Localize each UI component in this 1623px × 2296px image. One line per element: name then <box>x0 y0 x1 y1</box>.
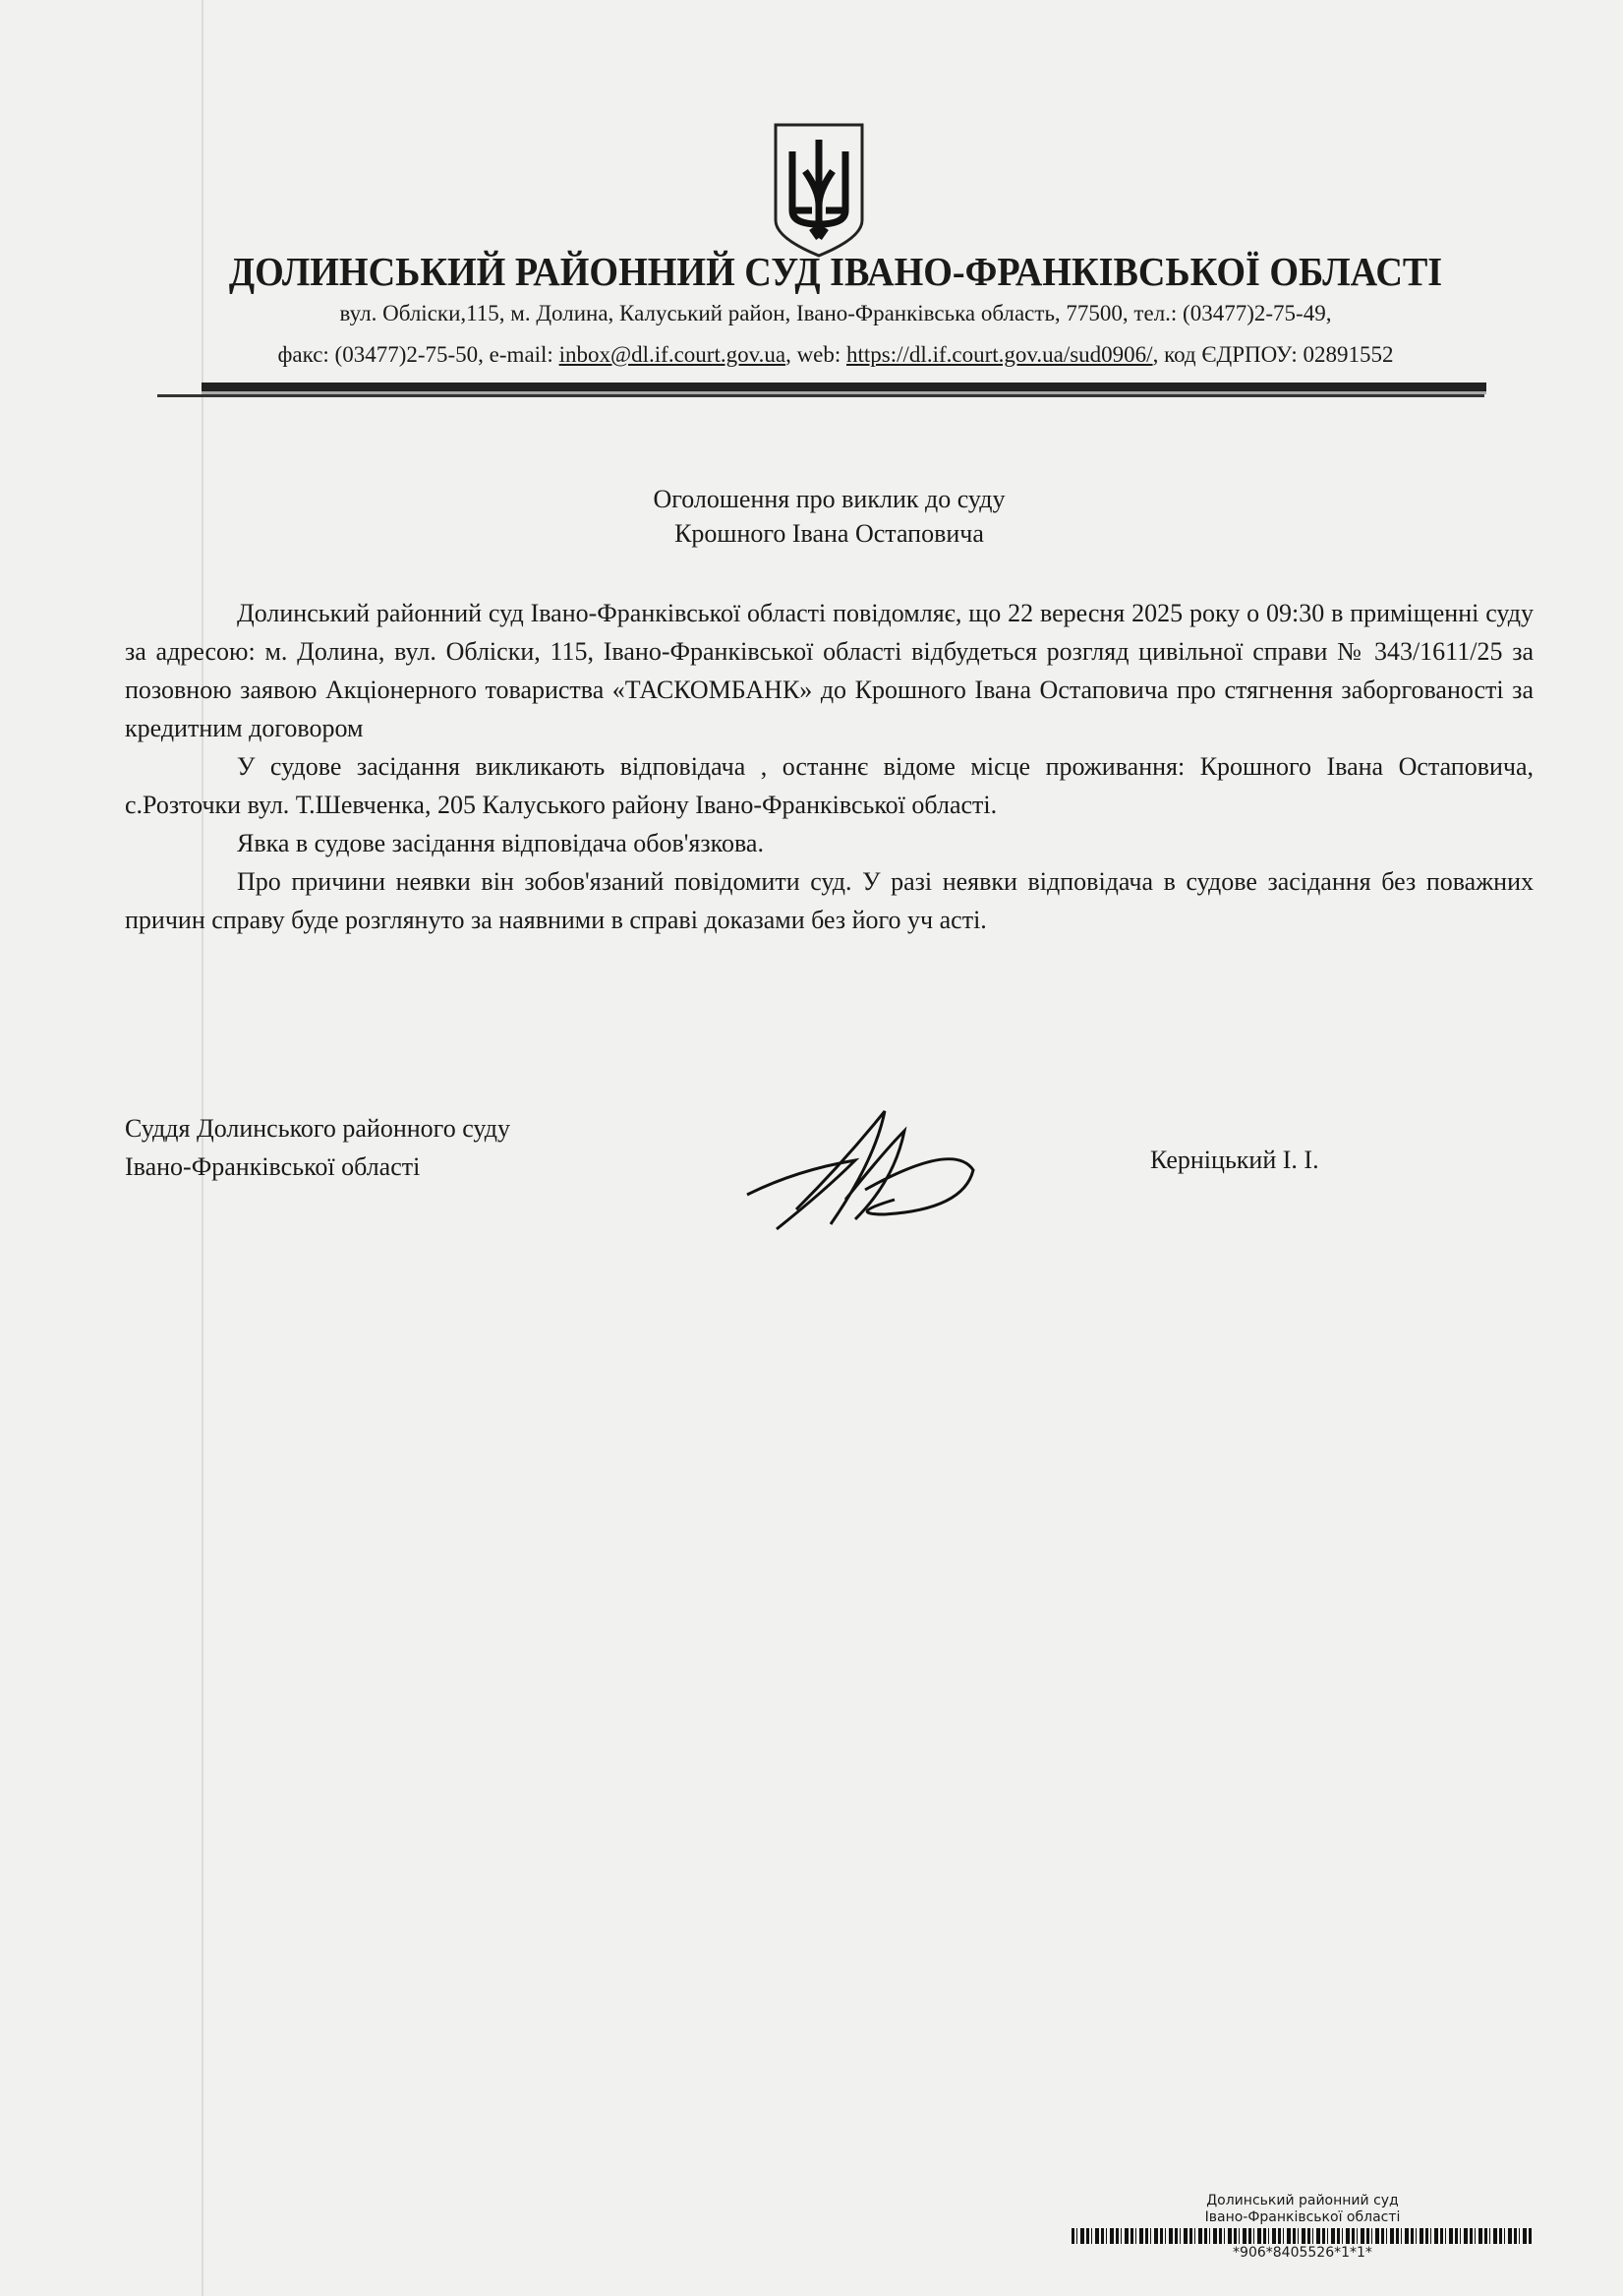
web-label: , web: <box>785 342 847 367</box>
stamp-line: Долинський районний суд <box>1206 2193 1399 2208</box>
court-contacts <box>147 342 1524 368</box>
judge-name: Керніцький І. І. <box>1150 1146 1319 1174</box>
paragraph: Долинський районний суд Івано-Франківської області повідомляє, що 22 вересня 2025 року о 09:30 в приміщенні суду за адресою: м. Долина, вул. Обліски, 115, Івано-Франківської області відбудеться розгляд цивільної справи № 343/1611/25 за позовною заявою Акціонерного товариства «ТАСКОМБАНК» до Крошного Івана Остаповича про стягнення заборгованості за кредитним договором <box>125 599 1534 742</box>
judge-position <box>125 1109 510 1186</box>
position-line: Івано-Франківської області <box>125 1152 421 1181</box>
fax-label: факс: (03477)2-75-50, e-mail: <box>277 342 559 367</box>
edrpou-code: , код ЄДРПОУ: 02891552 <box>1152 342 1394 367</box>
paragraph: У судове засідання викликають відповідача , останнє відоме місце проживання: Крошного Івана Остаповича, с.Розточки вул. Т.Шевченка, 205 Калуського району Івано-Франківської області. <box>125 752 1534 819</box>
court-address: вул. Обліски,115, м. Долина, Калуський район, Івано-Франківська область, 77500, тел.: (03477)2-75-49, <box>339 301 1332 325</box>
notice-body <box>125 594 1534 939</box>
header-rule-thin <box>157 394 1484 397</box>
position-line: Суддя Долинського районного суду <box>125 1114 510 1143</box>
header-rule <box>202 383 1486 394</box>
web-link[interactable]: https://dl.if.court.gov.ua/sud0906/ <box>846 342 1153 367</box>
handwritten-signature <box>737 1101 993 1239</box>
paragraph: Про причини неявки він зобов'язаний повідомити суд. У разі неявки відповідача в судове засідання без поважних причин справу буде розглянуто за наявними в справі доказами без його уч асті. <box>125 867 1534 934</box>
paragraph: Явка в судове засідання відповідача обов'язкова. <box>237 829 764 857</box>
notice-subheading: Крошного Івана Остаповича <box>674 519 984 548</box>
registry-stamp <box>1072 2193 1534 2262</box>
email-link[interactable]: inbox@dl.if.court.gov.ua <box>558 342 786 367</box>
stamp-line: Івано-Франківської області <box>1204 2209 1401 2225</box>
notice-heading: Оголошення про виклик до суду <box>653 485 1006 513</box>
court-name-title: ДОЛИНСЬКИЙ РАЙОННИЙ СУД ІВАНО-ФРАНКІВСЬКОЇ ОБЛАСТІ <box>228 249 1443 294</box>
barcode-text: *906*8405526*1*1* <box>1233 2245 1372 2261</box>
barcode <box>1072 2228 1534 2244</box>
coat-of-arms-trident-icon <box>773 122 865 258</box>
